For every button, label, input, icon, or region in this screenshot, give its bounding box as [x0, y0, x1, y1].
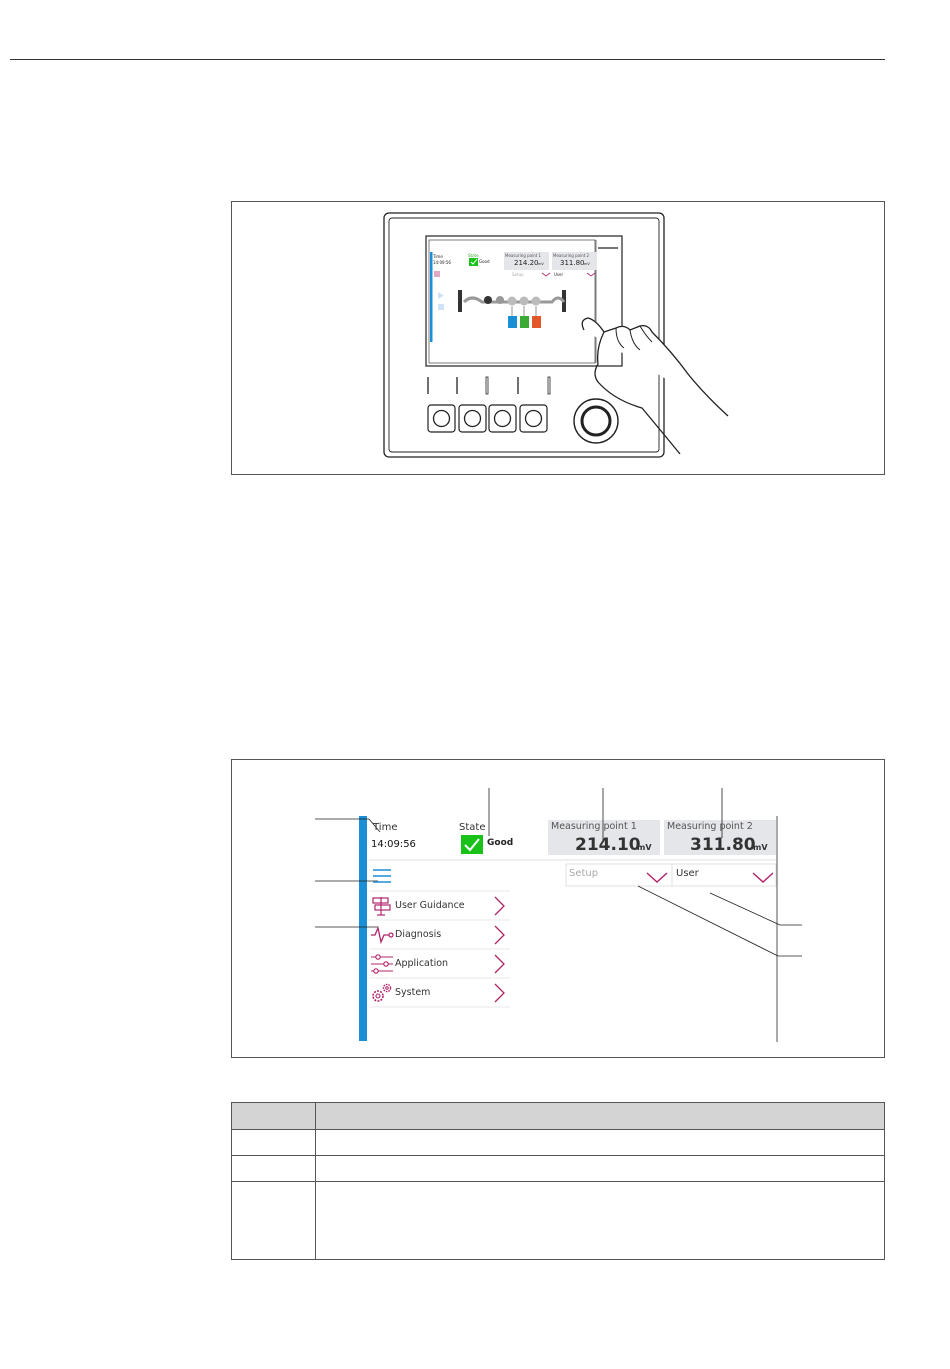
table-row [232, 1156, 885, 1182]
start-screen-graphics [232, 760, 884, 1057]
hamburger-menu-icon[interactable] [372, 868, 392, 884]
mini-mp2-label: Measuring point 2 [553, 253, 590, 258]
menu-item-label: System [395, 987, 431, 998]
mini-setup-label: Setup [512, 272, 524, 277]
menu-item-diagnosis[interactable] [369, 922, 511, 948]
mp2-label: Measuring point 2 [667, 821, 753, 832]
signpost-icon [370, 896, 392, 920]
menu-item-label: User Guidance [395, 900, 465, 911]
mini-state-value: Good [479, 259, 490, 264]
state-value: Good [487, 838, 514, 848]
mp2-unit: mV [753, 843, 768, 852]
mp2-value: 311.80 [690, 835, 756, 855]
table-header-cell [232, 1103, 316, 1130]
chevron-right-icon [493, 983, 505, 1007]
table-header-cell [316, 1103, 885, 1130]
measuring-point-1-tile[interactable] [548, 820, 660, 855]
menu-item-label: Diagnosis [395, 929, 442, 940]
gears-icon [370, 982, 394, 1008]
legend-table [231, 1102, 885, 1260]
figure-device-touch [231, 201, 885, 475]
menu-item-application[interactable] [369, 951, 511, 977]
state-good-icon [461, 835, 483, 854]
chevron-right-icon [493, 925, 505, 949]
time-label: Time [373, 822, 398, 833]
chevron-right-icon [493, 954, 505, 978]
mini-user-label: User [554, 272, 564, 277]
setup-dropdown[interactable] [566, 864, 672, 886]
chevron-right-icon [493, 896, 505, 920]
pulse-icon [370, 926, 394, 948]
device-illustration [232, 202, 884, 474]
menu-item-system[interactable] [369, 980, 511, 1006]
table-row [232, 1130, 885, 1156]
setup-dropdown-label: Setup [569, 868, 599, 879]
mini-mp1-label: Measuring point 1 [505, 253, 542, 258]
user-dropdown[interactable] [672, 864, 776, 886]
menu-item-user-guidance[interactable] [369, 893, 511, 919]
user-dropdown-label: User [676, 868, 699, 879]
mini-time-label: Time [433, 254, 443, 259]
mini-mp2-value: 311.80 [560, 259, 585, 267]
state-label: State [459, 822, 486, 833]
table-row [232, 1182, 885, 1260]
chevron-down-icon [752, 869, 774, 888]
menu-item-label: Application [395, 958, 449, 969]
mini-mp2-unit: mV [584, 262, 590, 266]
mini-state-label: State [468, 253, 479, 258]
time-value: 14:09:56 [371, 839, 416, 850]
sliders-icon [370, 953, 394, 979]
mini-mp1-unit: mV [538, 262, 544, 266]
header-rule [10, 59, 885, 60]
figure-start-screen [231, 759, 885, 1058]
chevron-down-icon [646, 869, 668, 888]
mp1-unit: mV [637, 843, 652, 852]
mp1-label: Measuring point 1 [551, 821, 637, 832]
mini-mp1-value: 214.20 [514, 259, 539, 267]
mp1-value: 214.10 [575, 835, 641, 855]
measuring-point-2-tile[interactable] [664, 820, 776, 855]
mini-time-value: 14:09:56 [433, 260, 451, 265]
